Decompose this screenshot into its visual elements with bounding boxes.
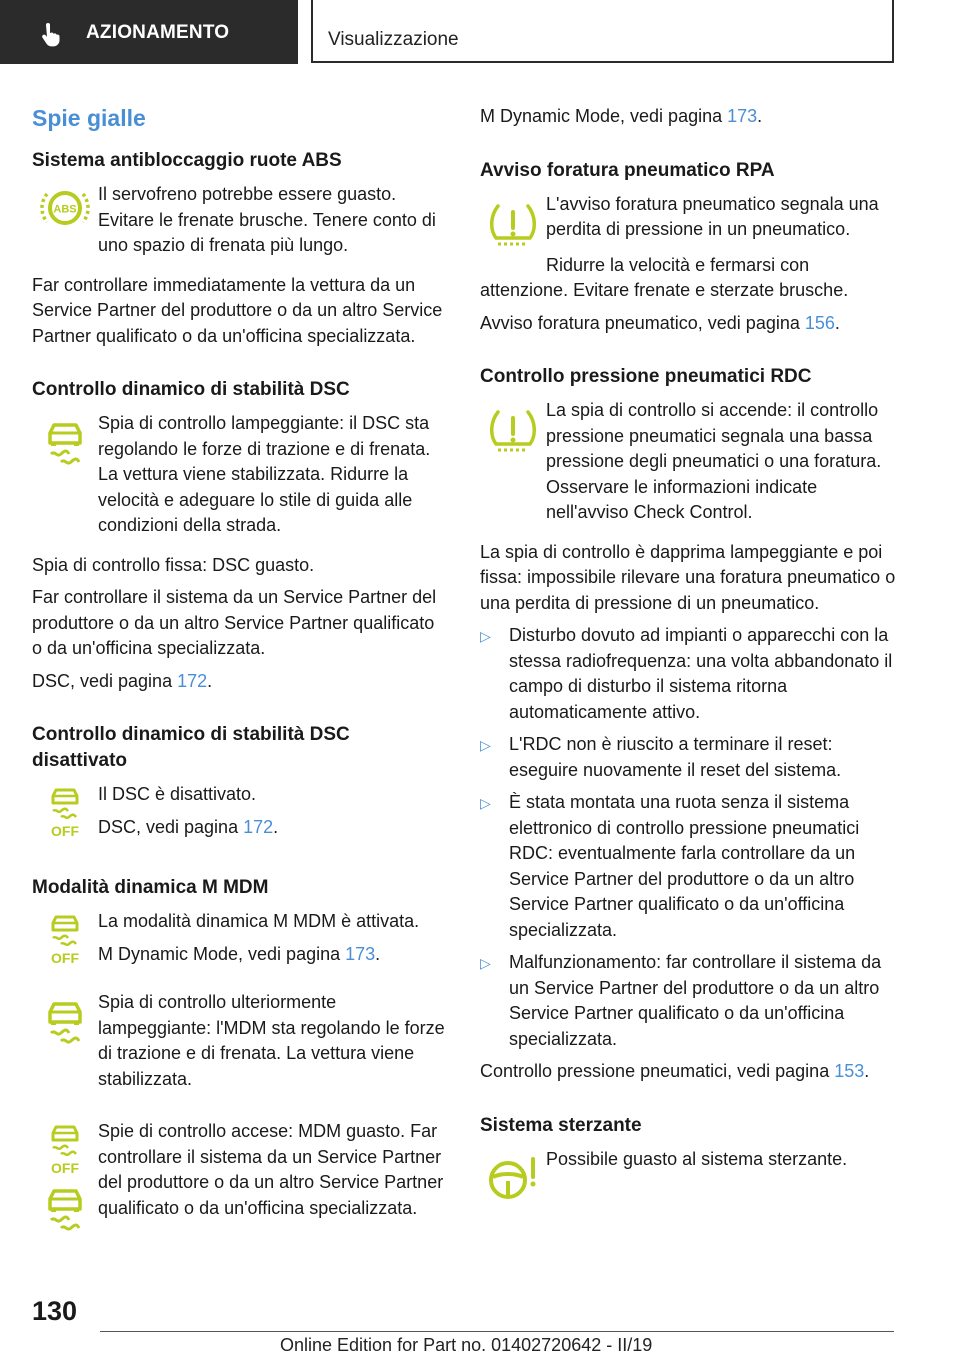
dsc-off-entry [32,782,448,847]
footer-edition: Online Edition for Part no. 01402720642 - II/19 [280,1335,653,1355]
steering-entry [480,1147,898,1203]
mdm-flash-text: Spia di controllo ulteriormente lampeggiante: l'MDM sta regolando le forze di trazione e di frenata. La vettura viene stabilizzata. [98,992,445,1089]
dsc-off-heading: Controllo dinamico di stabilità DSC disattivato [32,724,350,771]
mdm-skid-icon [45,998,85,1046]
rpa-action-text: Ridurre la velocità e fermarsi con attenzione. Evitare frenate e sterzate brusche. [480,254,849,300]
page-link[interactable]: 156 [804,312,835,333]
page-link[interactable]: 173 [727,106,758,126]
tire-pressure-warning-icon [488,202,538,248]
left-column [32,100,448,1240]
section-heading: Spie gialle [32,105,146,131]
svg-text:OFF: OFF [51,823,79,838]
rdc-bullet-list [480,623,898,1052]
header-subsection-tab [311,0,894,63]
mdm-heading: Modalità dinamica M MDM [32,877,269,898]
steering-text: Possibile guasto al sistema sterzante. [546,1148,848,1169]
dsc-skid-icon [45,419,85,467]
dsc-text: Spia di controllo lampeggiante: il DSC sta regolando le forze di trazione e di frenata. La vettura viene stabilizzata. Ridurre la velocità e adeguare lo stile di guida alle condizioni della strada. [98,413,431,535]
tire-pressure-warning-icon [488,408,538,454]
page-number: 130 [32,1296,78,1326]
triangle-bullet-icon: ▷ [480,955,491,971]
abs-paragraph: Far controllare immediatamente la vettura da un Service Partner del produttore o da un altro Service Partner qualificato o da un'officina specializzata. [32,274,443,346]
abs-entry [32,182,448,266]
rpa-reference: Avviso foratura pneumatico, vedi pagina 156. [480,312,840,333]
abs-text: Il servofreno potrebbe essere guasto. Evitare le frenate brusche. Tenere conto di uno spazio di frenata più lungo. [98,184,436,255]
rpa-heading: Avviso foratura pneumatico RPA [480,159,775,181]
mdm-fault-text: Spie di controllo accese: MDM guasto. Far controllare il sistema da un Service Partner del produttore o da un altro Service Partner qualificato o da un'officina specializzata. [98,1121,444,1218]
list-item: ▷ È stata montata una ruota senza il sistema elettronico di controllo pressione pneumatici RDC: eventualmente farla controllare da un Service Partner del produttore o da un altro Service Partner qualificato o da un'officina specializzata. [480,790,898,943]
dsc-heading: Controllo dinamico di stabilità DSC [32,379,350,400]
dsc-off-icon [45,786,85,838]
list-item: ▷ Disturbo dovuto ad impianti o apparecchi con la stessa radiofrequenza: una volta abbandonato il campo di disturbo il sistema ritorna automaticamente attivo. [480,623,898,725]
footer-divider [100,1331,894,1332]
dsc-entry [32,411,448,546]
rdc-heading: Controllo pressione pneumatici RDC [480,366,812,387]
rdc-paragraph: La spia di controllo è dapprima lampeggiante e poi fissa: impossibile rilevare una foratura pneumatico o una perdita di pressione di un pneumatico. [480,541,896,613]
dsc-off-text: Il DSC è disattivato. [98,784,257,804]
section-title: AZIONAMENTO [86,22,230,43]
page-link[interactable]: 172 [177,670,208,691]
list-item: ▷ L'RDC non è riuscito a terminare il reset: eseguire nuovamente il reset del sistema. [480,732,898,783]
mdm-flash-entry [32,990,448,1099]
mdm-text: La modalità dinamica M MDM è attivata. [98,911,420,931]
mdm-skid-icon [45,1185,85,1233]
list-item: ▷ Malfunzionamento: far controllare il sistema da un Service Partner del produttore o da un altro Service Partner qualificato o da un'officina specializzata. [480,950,898,1052]
mdm-off-icon [45,1123,85,1175]
dsc-off-reference: DSC, vedi pagina 172. [98,816,279,837]
steering-wheel-warning-icon [486,1153,540,1203]
right-column [480,100,898,1210]
hand-pointer-icon [38,22,64,48]
abs-warning-icon [39,186,91,230]
dsc-service-text: Far controllare il sistema da un Service Partner del produttore o da un altro Service Partner qualificato o da un'officina specializzata. [32,587,437,658]
dsc-reference: DSC, vedi pagina 172. [32,670,213,691]
rdc-entry [480,398,898,533]
svg-text:OFF: OFF [51,950,79,965]
dsc-fixed-text: Spia di controllo fissa: DSC guasto. [32,554,315,575]
abs-heading: Sistema antibloccaggio ruote ABS [32,150,342,171]
rpa-entry [480,192,898,250]
page-link[interactable]: 173 [345,943,376,964]
page-link[interactable]: 172 [243,816,274,837]
rdc-reference: Controllo pressione pneumatici, vedi pagina 153. [480,1061,870,1081]
steering-heading: Sistema sterzante [480,1114,642,1136]
mdm-off-icon [45,913,85,965]
mdm-continued-reference: M Dynamic Mode, vedi pagina 173. [480,106,763,126]
mdm-fault-entry [32,1119,448,1233]
rpa-text: L'avviso foratura pneumatico segnala una perdita di pressione in un pneumatico. [546,193,879,239]
triangle-bullet-icon: ▷ [480,628,491,644]
svg-text:ABS: ABS [53,203,77,216]
header-section-tab [0,0,298,64]
mdm-entry [32,909,448,974]
mdm-reference: M Dynamic Mode, vedi pagina 173. [98,943,381,964]
triangle-bullet-icon: ▷ [480,795,491,811]
subsection-title: Visualizzazione [328,29,459,50]
triangle-bullet-icon: ▷ [480,737,491,753]
svg-text:OFF: OFF [51,1160,79,1175]
page-link[interactable]: 153 [834,1061,865,1081]
rdc-text: La spia di controllo si accende: il controllo pressione pneumatici segnala una bassa pressione degli pneumatici o una foratura. Osservare le informazioni indicate nell'avviso Check Control. [546,400,882,522]
